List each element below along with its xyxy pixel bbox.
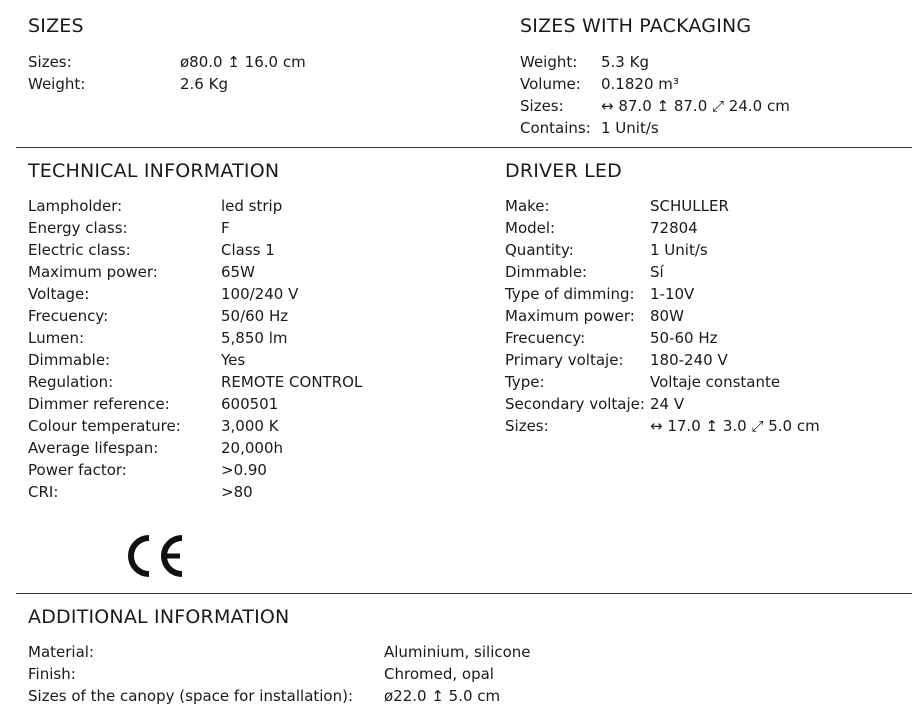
technical-label: Energy class: <box>28 219 128 237</box>
weight-label: Weight: <box>28 75 86 93</box>
divider <box>16 147 912 148</box>
driver-value: ↔ 17.0 ↥ 3.0 ⤢ 5.0 cm <box>650 417 820 435</box>
sizes-label: Sizes: <box>28 53 72 71</box>
technical-value: F <box>221 219 230 237</box>
packaging-label: Volume: <box>520 75 581 93</box>
driver-value: Sí <box>650 263 664 281</box>
driver-title: DRIVER LED <box>505 160 622 182</box>
additional-label: Finish: <box>28 665 76 683</box>
driver-value: Voltaje constante <box>650 373 781 391</box>
packaging-title: SIZES WITH PACKAGING <box>520 15 752 37</box>
additional-label: Sizes of the canopy (space for installation): <box>28 687 354 705</box>
technical-value: 3,000 K <box>221 417 279 435</box>
weight-value: 2.6 Kg <box>180 75 228 93</box>
driver-label: Quantity: <box>505 241 574 259</box>
driver-label: Maximum power: <box>505 307 635 325</box>
sizes-title: SIZES <box>28 15 84 37</box>
additional-value: Chromed, opal <box>384 665 494 683</box>
technical-title: TECHNICAL INFORMATION <box>28 160 280 182</box>
technical-label: Lampholder: <box>28 197 123 215</box>
driver-label: Frecuency: <box>505 329 586 347</box>
technical-label: Maximum power: <box>28 263 158 281</box>
packaging-label: Sizes: <box>520 97 564 115</box>
sizes-value: ø80.0 ↥ 16.0 cm <box>180 53 306 71</box>
technical-value: 600501 <box>221 395 279 413</box>
additional-value: Aluminium, silicone <box>384 643 531 661</box>
technical-label: Average lifespan: <box>28 439 159 457</box>
driver-value: 72804 <box>650 219 698 237</box>
driver-label: Type of dimming: <box>505 285 635 303</box>
technical-label: Frecuency: <box>28 307 109 325</box>
driver-value: 80W <box>650 307 684 325</box>
packaging-value: ↔ 87.0 ↥ 87.0 ⤢ 24.0 cm <box>601 97 790 115</box>
technical-value: 65W <box>221 263 255 281</box>
driver-label: Model: <box>505 219 556 237</box>
packaging-label: Contains: <box>520 119 591 137</box>
technical-value: Yes <box>221 351 246 369</box>
technical-label: CRI: <box>28 483 59 501</box>
driver-value: 180-240 V <box>650 351 728 369</box>
technical-value: 20,000h <box>221 439 283 457</box>
technical-value: led strip <box>221 197 283 215</box>
driver-label: Primary voltaje: <box>505 351 624 369</box>
technical-label: Lumen: <box>28 329 85 347</box>
technical-value: >80 <box>221 483 253 501</box>
technical-label: Regulation: <box>28 373 114 391</box>
technical-label: Voltage: <box>28 285 90 303</box>
packaging-value: 0.1820 m³ <box>601 75 679 93</box>
technical-label: Dimmable: <box>28 351 111 369</box>
driver-value: 1 Unit/s <box>650 241 708 259</box>
technical-label: Electric class: <box>28 241 131 259</box>
driver-value: 50-60 Hz <box>650 329 718 347</box>
divider <box>16 593 912 594</box>
driver-label: Dimmable: <box>505 263 588 281</box>
technical-value: 5,850 lm <box>221 329 288 347</box>
technical-label: Power factor: <box>28 461 127 479</box>
packaging-label: Weight: <box>520 53 578 71</box>
technical-value: >0.90 <box>221 461 267 479</box>
driver-value: 1-10V <box>650 285 695 303</box>
technical-label: Dimmer reference: <box>28 395 170 413</box>
technical-value: Class 1 <box>221 241 275 259</box>
technical-value: 50/60 Hz <box>221 307 289 325</box>
driver-value: SCHULLER <box>650 197 729 215</box>
driver-label: Secondary voltaje: <box>505 395 645 413</box>
technical-label: Colour temperature: <box>28 417 181 435</box>
additional-value: ø22.0 ↥ 5.0 cm <box>384 687 501 705</box>
packaging-value: 5.3 Kg <box>601 53 649 71</box>
ce-mark-icon <box>122 530 186 582</box>
driver-label: Make: <box>505 197 550 215</box>
packaging-value: 1 Unit/s <box>601 119 659 137</box>
driver-label: Sizes: <box>505 417 549 435</box>
driver-label: Type: <box>505 373 545 391</box>
additional-title: ADDITIONAL INFORMATION <box>28 606 290 628</box>
driver-value: 24 V <box>650 395 685 413</box>
additional-label: Material: <box>28 643 94 661</box>
technical-value: 100/240 V <box>221 285 299 303</box>
technical-value: REMOTE CONTROL <box>221 373 363 391</box>
